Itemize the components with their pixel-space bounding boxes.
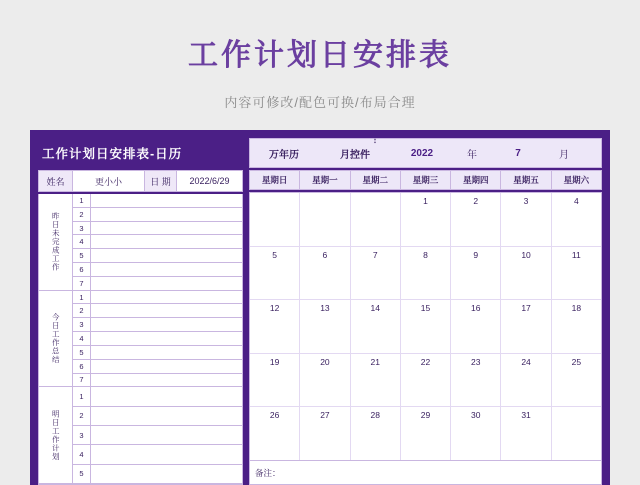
weekday-friday: 星期五 [501,171,551,189]
info-row [38,170,243,192]
calendar-week-row [250,193,601,247]
row-input[interactable] [91,346,242,359]
section-rows [73,387,242,484]
row-input[interactable] [91,387,242,405]
table-row[interactable] [73,304,242,318]
calendar-day-cell[interactable]: 22 [401,354,451,407]
calendar-day-cell[interactable]: 28 [351,407,401,460]
calendar-day-cell[interactable]: 31 [501,407,551,460]
date-label: 日 期 [145,171,177,191]
calendar-week-row [250,407,601,460]
section-label: 昨日未完成工作 [39,194,73,291]
worksheet-panel [38,138,243,485]
perpetual-calendar-label: 万年历 [269,149,299,161]
row-input[interactable] [91,235,242,248]
table-row[interactable] [73,194,242,208]
calendar-day-cell[interactable]: 20 [300,354,350,407]
calendar-day-cell[interactable]: 2 [451,193,501,246]
row-input[interactable] [91,194,242,207]
table-row[interactable] [73,318,242,332]
row-input[interactable] [91,291,242,304]
table-row[interactable] [73,445,242,464]
section-rows [73,194,242,291]
calendar-day-cell[interactable]: 23 [451,354,501,407]
row-number: 7 [73,277,91,290]
row-input[interactable] [91,407,242,425]
calendar-day-cell[interactable]: 4 [573,196,579,206]
row-input[interactable] [91,304,242,317]
table-row[interactable] [73,346,242,360]
weekday-sunday: 星期日 [250,171,300,189]
table-row[interactable] [73,360,242,374]
row-number: 4 [73,235,91,248]
calendar-day-cell[interactable] [351,193,401,246]
row-number: 4 [73,332,91,345]
table-row[interactable] [73,407,242,426]
calendar-day-cell[interactable]: 17 [501,300,551,353]
row-number: 3 [73,426,91,444]
calendar-day-cell[interactable]: 5 [250,247,300,300]
calendar-week-row [250,300,601,354]
table-row[interactable] [73,387,242,406]
worksheet-title: 工作计划日安排表-日历 [42,147,183,161]
calendar-day-cell[interactable]: 21 [351,354,401,407]
calendar-day-cell[interactable]: 25 [571,356,582,367]
section-label: 明日工作计划 [39,387,73,484]
row-input[interactable] [91,374,242,387]
row-number: 2 [73,304,91,317]
row-input[interactable] [91,332,242,345]
section-tomorrow-plan [39,387,242,484]
weekday-tuesday: 星期二 [351,171,401,189]
section-today-summary [39,291,242,388]
weekday-header [249,170,602,190]
calendar-day-cell[interactable] [250,193,300,246]
calendar-day-cell[interactable]: 12 [250,300,300,353]
row-number: 3 [73,318,91,331]
row-number: 5 [73,249,91,262]
calendar-day-cell[interactable]: 6 [300,247,350,300]
calendar-day-cell[interactable]: 14 [351,300,401,353]
month-value[interactable]: 7 [515,147,521,159]
calendar-day-cell[interactable]: 7 [351,247,401,300]
row-number: 5 [73,346,91,359]
table-row[interactable] [73,208,242,222]
calendar-day-cell[interactable]: 13 [300,300,350,353]
remark-field[interactable] [249,461,602,485]
calendar-day-cell[interactable] [300,193,350,246]
calendar-panel [249,138,602,485]
table-row[interactable] [73,263,242,277]
table-row[interactable] [73,426,242,445]
calendar-toolbar [249,138,602,168]
row-number: 6 [73,360,91,373]
table-row[interactable] [73,291,242,305]
row-input[interactable] [91,445,242,463]
calendar-day-cell[interactable]: 9 [451,247,501,300]
table-row[interactable] [73,222,242,236]
section-yesterday-unfinished [39,194,242,291]
table-row[interactable] [73,374,242,388]
row-number: 1 [73,291,91,304]
row-number: 5 [73,465,91,483]
task-grid [38,194,243,485]
calendar-day-cell[interactable]: 15 [401,300,451,353]
weekday-saturday: 星期六 [563,175,590,185]
calendar-day-cell[interactable]: 24 [501,354,551,407]
year-label: 年 [467,149,477,161]
table-row[interactable] [73,249,242,263]
weekday-thursday: 星期四 [451,171,501,189]
calendar-day-cell[interactable]: 1 [401,193,451,246]
row-number: 3 [73,222,91,235]
section-rows [73,291,242,388]
calendar-day-cell[interactable]: 18 [571,303,582,314]
spinner-icon[interactable]: ↕ [372,136,377,145]
table-row[interactable] [73,235,242,249]
row-number: 6 [73,263,91,276]
row-input[interactable] [91,277,242,290]
calendar-day-cell[interactable]: 30 [451,407,501,460]
month-control-label[interactable]: 月控件 [340,149,370,161]
row-number: 1 [73,387,91,405]
calendar-week-row [250,247,601,301]
calendar-day-cell[interactable]: 8 [401,247,451,300]
table-row[interactable] [73,332,242,346]
row-number: 7 [73,374,91,387]
year-value[interactable]: 2022 [410,147,434,159]
row-input[interactable] [91,208,242,221]
row-number: 2 [73,407,91,425]
page-header [0,0,640,111]
row-input[interactable] [91,426,242,444]
table-row[interactable] [73,277,242,291]
row-input[interactable] [91,318,242,331]
weekday-monday: 星期一 [300,171,350,189]
weekday-wednesday: 星期三 [401,171,451,189]
calendar-grid [249,192,602,461]
row-input[interactable] [91,465,242,483]
calendar-day-cell[interactable] [552,407,601,460]
calendar-day-cell[interactable]: 10 [501,247,551,300]
page-title: 工作计划日安排表 [188,39,452,72]
name-label: 姓名 [39,171,73,191]
name-value[interactable]: 更小小 [73,171,145,191]
calendar-day-cell[interactable]: 3 [501,193,551,246]
month-label: 月 [559,149,569,161]
calendar-day-cell[interactable]: 27 [300,407,350,460]
row-number: 4 [73,445,91,463]
calendar-day-cell[interactable]: 16 [451,300,501,353]
row-number: 2 [73,208,91,221]
row-input[interactable] [91,249,242,262]
remark-label: 备注： [255,467,281,478]
calendar-day-cell[interactable]: 11 [571,249,581,260]
page-subtitle: 内容可修改/配色可换/布局合理 [224,95,416,110]
document-body [30,130,610,485]
section-label: 今日工作总结 [39,291,73,388]
table-row[interactable] [73,465,242,484]
row-input[interactable] [91,360,242,373]
row-number: 1 [73,194,91,207]
row-input[interactable] [91,222,242,235]
calendar-day-cell[interactable]: 19 [250,354,300,407]
calendar-day-cell[interactable]: 26 [250,407,300,460]
calendar-week-row [250,354,601,408]
date-value[interactable]: 2022/6/29 [189,176,230,186]
calendar-day-cell[interactable]: 29 [401,407,451,460]
row-input[interactable] [91,263,242,276]
